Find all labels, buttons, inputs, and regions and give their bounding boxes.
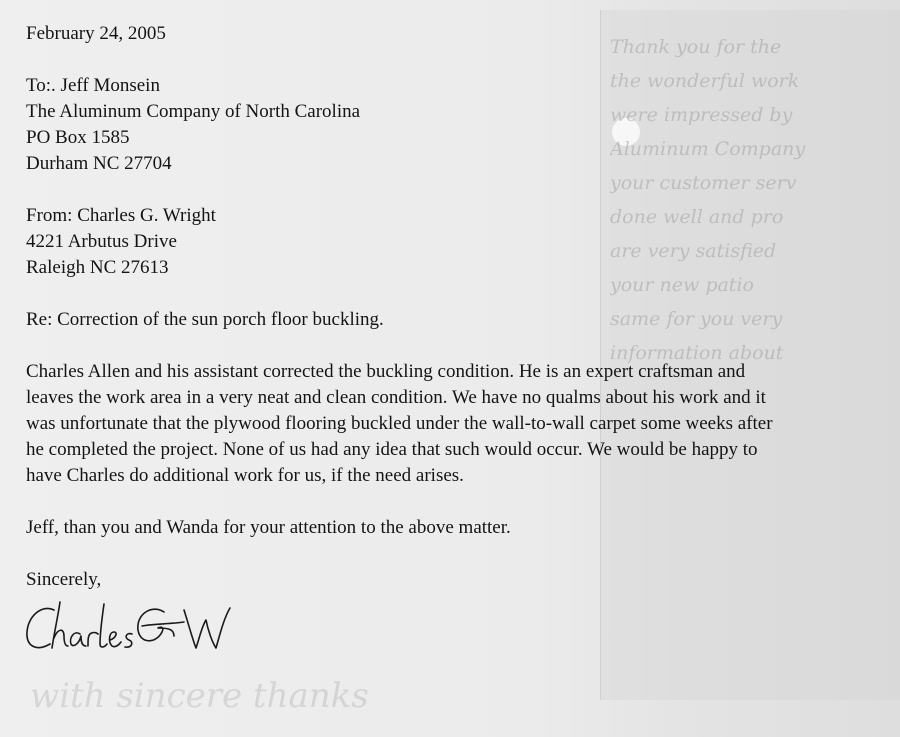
sender-street: 4221 Arbutus Drive <box>26 231 177 252</box>
body-line: he completed the project. None of us had any idea that such would occur. We would be happy to <box>26 439 758 460</box>
bleed-through-text: Thank you for the the wonderful work were impressed by Aluminum Company your customer serv done well and pro are very satisfied your new patio same for you very information about <box>610 36 806 364</box>
body-paragraph <box>26 359 886 489</box>
sender-name: From: Charles G. Wright <box>26 205 216 226</box>
sender-city: Raleigh NC 27613 <box>26 257 169 278</box>
recipient-block <box>26 73 886 177</box>
bleed-through-bottom-text: with sincere thanks <box>30 676 369 716</box>
letter-date: February 24, 2005 <box>26 23 166 44</box>
recipient-name: To:. Jeff Monsein <box>26 75 160 96</box>
recipient-city: Durham NC 27704 <box>26 153 172 174</box>
letter-body <box>26 21 886 593</box>
body-line: was unfortunate that the plywood flooring buckled under the wall-to-wall carpet some weeks after <box>26 413 773 434</box>
thanks-line: Jeff, than you and Wanda for your attention to the above matter. <box>26 517 511 538</box>
body-line: Charles Allen and his assistant corrected the buckling condition. He is an expert craftsman and <box>26 361 746 382</box>
handwritten-signature <box>24 598 244 660</box>
closing: Sincerely, <box>26 569 102 590</box>
recipient-po-box: PO Box 1585 <box>26 127 130 148</box>
body-line: leaves the work area in a very neat and clean condition. We have no qualms about his work and it <box>26 387 766 408</box>
sender-block <box>26 203 886 281</box>
body-line: have Charles do additional work for us, if the need arises. <box>26 465 464 486</box>
subject-line: Re: Correction of the sun porch floor buckling. <box>26 309 384 330</box>
recipient-company: The Aluminum Company of North Carolina <box>26 101 361 122</box>
